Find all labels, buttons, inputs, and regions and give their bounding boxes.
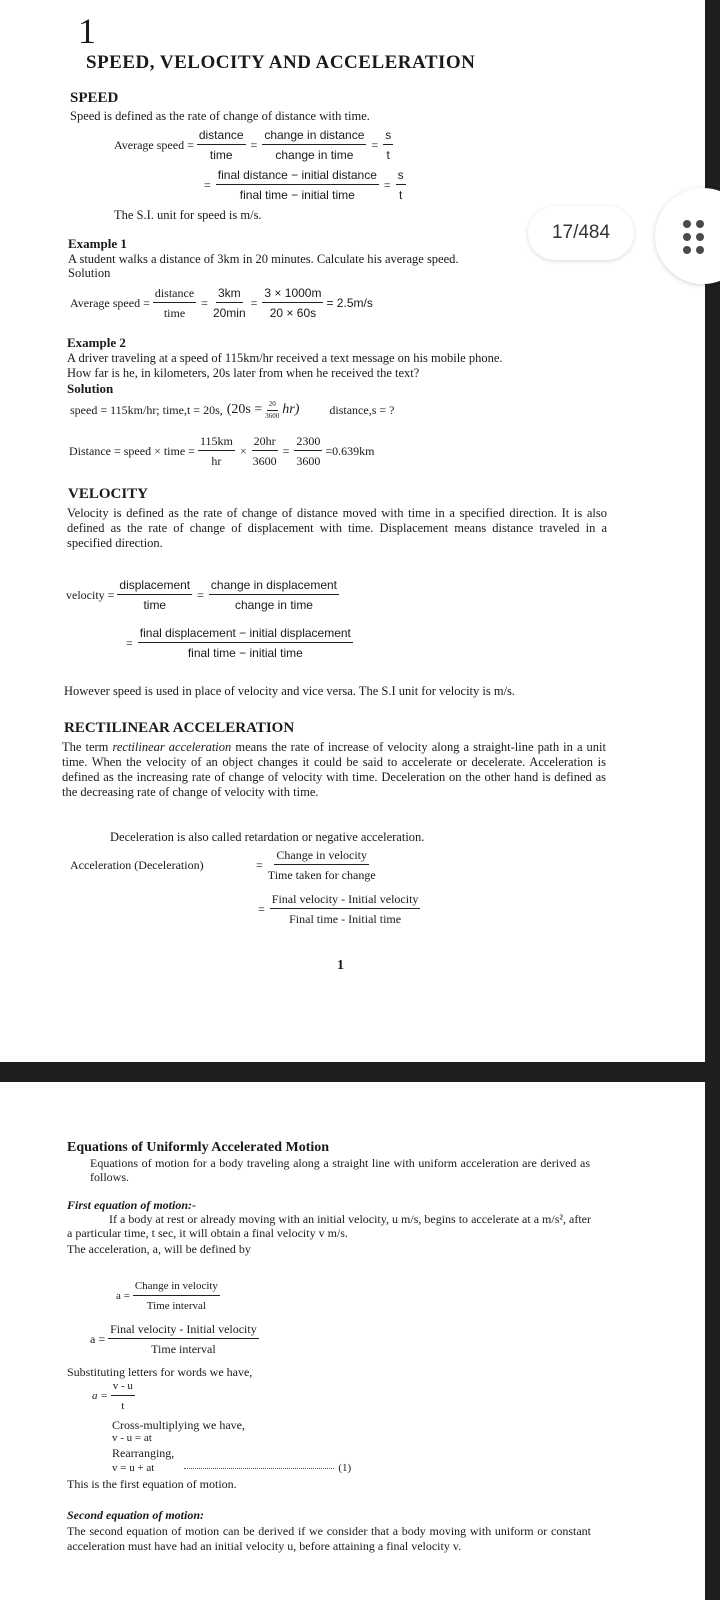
first-equation-heading: First equation of motion:- — [67, 1198, 197, 1212]
fraction: $\frac{\text{Change in velocity}}{\text{Time taken for change}}$ — [267, 848, 376, 882]
drag-handle-icon — [683, 220, 704, 254]
page2-equation-2: a = $\frac{\text{Final velocity - Initial velocity}}{\text{Time interval}}$ — [90, 1322, 257, 1356]
example-2-given: speed = 115km/hr; time,t = 20s, (20s = $\frac{20}{3600}$ hr) distance,s = ? — [70, 400, 395, 420]
fraction: $\frac{\text{final distance − initial distance}}{\text{final time − initial time}}$ — [217, 168, 377, 202]
substituting-line: Substituting letters for words we have, — [67, 1365, 253, 1379]
page-number: 1 — [337, 958, 344, 973]
avg-speed-label: Average speed = — [114, 137, 194, 152]
example-2-line-1: A driver traveling at a speed of 115km/hr received a text message on his mobile phone. — [67, 351, 503, 365]
example-2-heading: Example 2 — [67, 335, 126, 350]
example-1-text: A student walks a distance of 3km in 20 minutes. Calculate his average speed. — [68, 252, 459, 266]
chapter-number: 1 — [78, 11, 96, 51]
example-2-equation: Distance = speed × time = $\frac{115km}{hr}$ × $\frac{20hr}{3600}$ = $\frac{2300}{3600}$ =0.639km — [69, 434, 375, 468]
page2-equation-1: a = $\frac{\text{Change in velocity}}{\text{Time interval}}$ — [116, 1280, 218, 1312]
fraction: $\frac{\text{Change in velocity}}{\text{Time interval}}$ — [134, 1280, 218, 1312]
velocity-equation-1: velocity = $\frac{\text{displacement}}{\text{time}}$ = $\frac{\text{change in displacement}}{\text{change in time}}$ — [66, 578, 338, 612]
fraction: $\frac{\text{Final velocity - Initial velocity}}{\text{Final time - Initial time}}$ — [271, 892, 419, 926]
fraction: $\frac{3 \times 1000m}{20 \times 60s}$ — [264, 286, 322, 320]
fraction: $\frac{\text{distance}}{\text{time}}$ — [154, 286, 195, 320]
acceleration-heading: RECTILINEAR ACCELERATION — [64, 720, 295, 736]
example-2-line-2: How far is he, in kilometers, 20s later from when he received the text? — [67, 366, 420, 380]
speed-equation-1: Average speed = $\frac{\text{distance}}{\text{time}}$ = $\frac{\text{change in distance}}{\text{change in time}}$ = $\frac{s}{t}$ — [114, 128, 392, 162]
fraction: $\frac{20hr}{3600}$ — [252, 434, 277, 468]
first-equation-result: v = u + at (1) — [112, 1462, 352, 1474]
velocity-heading: VELOCITY — [68, 486, 149, 502]
speed-unit: The S.I. unit for speed is m/s. — [114, 208, 262, 222]
fraction: $\frac{\text{displacement}}{\text{time}}$ — [119, 578, 191, 612]
fraction: $\frac{\text{distance}}{\text{time}}$ — [198, 128, 244, 162]
first-equation-paragraph: If a body at rest or already moving with an initial velocity, u m/s, begins to accelerate at a m/s², after a particular time, t sec, it will obtain a final velocity v m/s. — [67, 1212, 591, 1240]
second-equation-paragraph: The second equation of motion can be derived if we consider that a body moving with uniform or constant acceleration must have had an initial velocity u, before attaining a final velocity v. — [67, 1524, 591, 1553]
equations-heading: Equations of Uniformly Accelerated Motion — [67, 1140, 330, 1155]
fraction: $\frac{\text{change in distance}}{\text{change in time}}$ — [264, 128, 365, 162]
retardation-note: Deceleration is also called retardation or negative acceleration. — [110, 830, 425, 844]
fraction: $\frac{115km}{hr}$ — [199, 434, 233, 468]
acceleration-equation-1: Acceleration (Deceleration) = $\frac{\text{Change in velocity}}{\text{Time taken for change}}$ — [70, 848, 376, 882]
page-indicator[interactable]: 17/484 — [528, 206, 634, 260]
v-minus-u-equation: v - u = at — [112, 1432, 152, 1444]
speed-definition: Speed is defined as the rate of change of distance with time. — [70, 109, 370, 123]
fraction: $\frac{s}{t}$ — [385, 128, 392, 162]
fraction: $\frac{3km}{20\min}$ — [212, 286, 246, 320]
equations-intro: Equations of motion for a body traveling along a straight line with uniform acceleration are derived as follows. — [90, 1156, 590, 1184]
document-page-2 — [0, 1082, 705, 1600]
fraction: $\frac{20}{3600}$ — [265, 400, 280, 420]
velocity-note: However speed is used in place of velocity and vice versa. The S.I unit for velocity is m/s. — [64, 684, 516, 698]
fraction: $\frac{v - u}{t}$ — [112, 1380, 133, 1412]
velocity-paragraph: Velocity is defined as the rate of change of distance moved with time in a specified direction. It is also defined as the rate of change of displacement with time. Displacement means distance traveled in a specified direction. — [67, 506, 607, 550]
fraction: $\frac{\text{final displacement − initial displacement}}{\text{final time − initial time}}$ — [139, 626, 351, 660]
fraction: $\frac{\text{Final velocity - Initial velocity}}{\text{Time interval}}$ — [110, 1322, 257, 1356]
example-1-solution: Solution — [68, 266, 111, 280]
example-2-solution: Solution — [67, 381, 114, 396]
acceleration-equation-2: = $\frac{\text{Final velocity - Initial velocity}}{\text{Final time - Initial time}}$ — [258, 892, 419, 926]
page2-equation-3: a = $\frac{v - u}{t}$ — [92, 1380, 133, 1412]
example-1-heading: Example 1 — [68, 236, 127, 251]
fraction: $\frac{s}{t}$ — [397, 168, 404, 202]
speed-equation-2: = $\frac{\text{final distance − initial distance}}{\text{final time − initial time}}$ = $\frac{s}{t}$ — [204, 168, 404, 202]
acceleration-paragraph: The term rectilinear acceleration means the rate of increase of velocity along a straight-line path in a unit time. When the velocity of an object changes it could be said to accelerate or decelerate. Acceleration is defined as the increasing rate of change of velocity with time. Deceleration on the other hand is defined as the decreasing rate of change of velocity with time. — [62, 740, 606, 799]
chapter-title: SPEED, VELOCITY AND ACCELERATION — [86, 52, 476, 73]
speed-heading: SPEED — [70, 90, 119, 106]
acceleration-definition-line: The acceleration, a, will be defined by — [67, 1242, 251, 1256]
velocity-equation-2: = $\frac{\text{final displacement − initial displacement}}{\text{final time − initial time}}$ — [126, 626, 351, 660]
cross-multiplying-line: Cross-multiplying we have, — [112, 1418, 245, 1432]
fraction: $\frac{\text{change in displacement}}{\text{change in time}}$ — [210, 578, 338, 612]
fraction: $\frac{2300}{3600}$ — [296, 434, 321, 468]
rearranging-line: Rearranging, — [112, 1446, 175, 1460]
first-equation-conclusion: This is the first equation of motion. — [67, 1477, 237, 1491]
example-1-equation: Average speed = $\frac{\text{distance}}{\text{time}}$ = $\frac{3km}{20\min}$ = $\frac{3 \times 1000m}{20 \times 60s}$ = 2.5m/s — [70, 286, 373, 320]
second-equation-heading: Second equation of motion: — [67, 1508, 205, 1522]
